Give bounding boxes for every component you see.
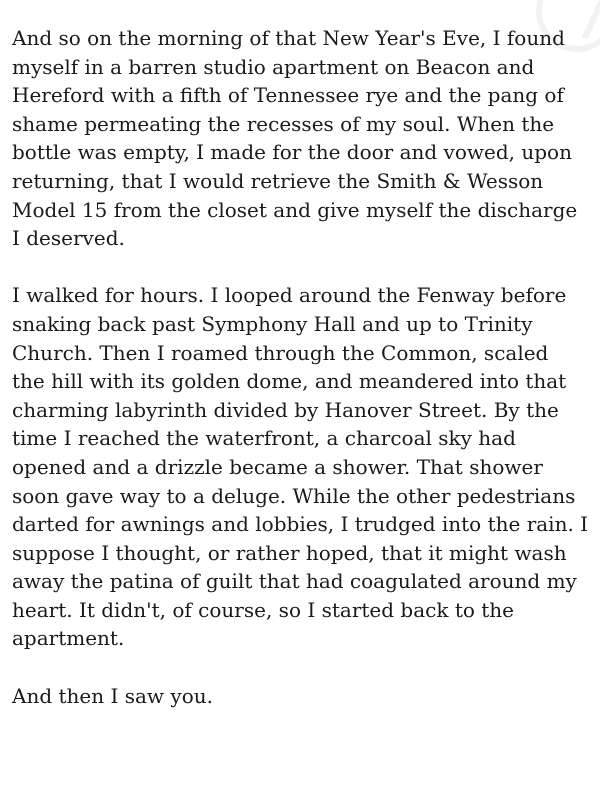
- text-line: And so on the morning of that New Year's Eve, I found: [12, 26, 565, 50]
- text-line: Hereford with a fifth of Tennessee rye and the pang of: [12, 83, 564, 108]
- paragraph-3: [12, 682, 592, 711]
- paragraph-1: [12, 24, 592, 253]
- text-line: time I reached the waterfront, a charcoal sky had: [12, 426, 516, 451]
- text-line: returning, that I would retrieve the Smith & Wesson: [12, 168, 544, 193]
- paragraph-2: [12, 281, 592, 653]
- text-line: darted for awnings and lobbies, I trudged into the rain. I: [12, 512, 589, 537]
- document-body: [12, 24, 592, 739]
- text-line: suppose I thought, or rather hoped, that it might wash: [12, 540, 567, 565]
- text-line: Church. Then I roamed through the Common, scaled: [12, 340, 549, 365]
- text-line: And then I saw you.: [12, 683, 213, 708]
- text-line: soon gave way to a deluge. While the other pedestrians: [12, 483, 576, 508]
- text-line: opened and a drizzle became a shower. That shower: [12, 454, 543, 479]
- text-line: apartment.: [12, 626, 125, 651]
- text-line: the hill with its golden dome, and meandered into that: [12, 369, 567, 394]
- text-line: I deserved.: [12, 226, 125, 251]
- text-line: charming labyrinth divided by Hanover Street. By the: [12, 397, 559, 422]
- text-line: I walked for hours. I looped around the Fenway before: [12, 283, 567, 308]
- text-line: shame permeating the recesses of my soul. When the: [12, 111, 555, 136]
- text-line: heart. It didn't, of course, so I started back to the: [12, 597, 515, 622]
- text-line: away the patina of guilt that had coagulated around my: [12, 569, 577, 594]
- text-line: bottle was empty, I made for the door and vowed, upon: [12, 140, 572, 165]
- text-line: myself in a barren studio apartment on Beacon and: [12, 54, 535, 79]
- text-line: snaking back past Symphony Hall and up to Trinity: [12, 311, 533, 336]
- text-line: Model 15 from the closet and give myself the discharge: [12, 197, 578, 222]
